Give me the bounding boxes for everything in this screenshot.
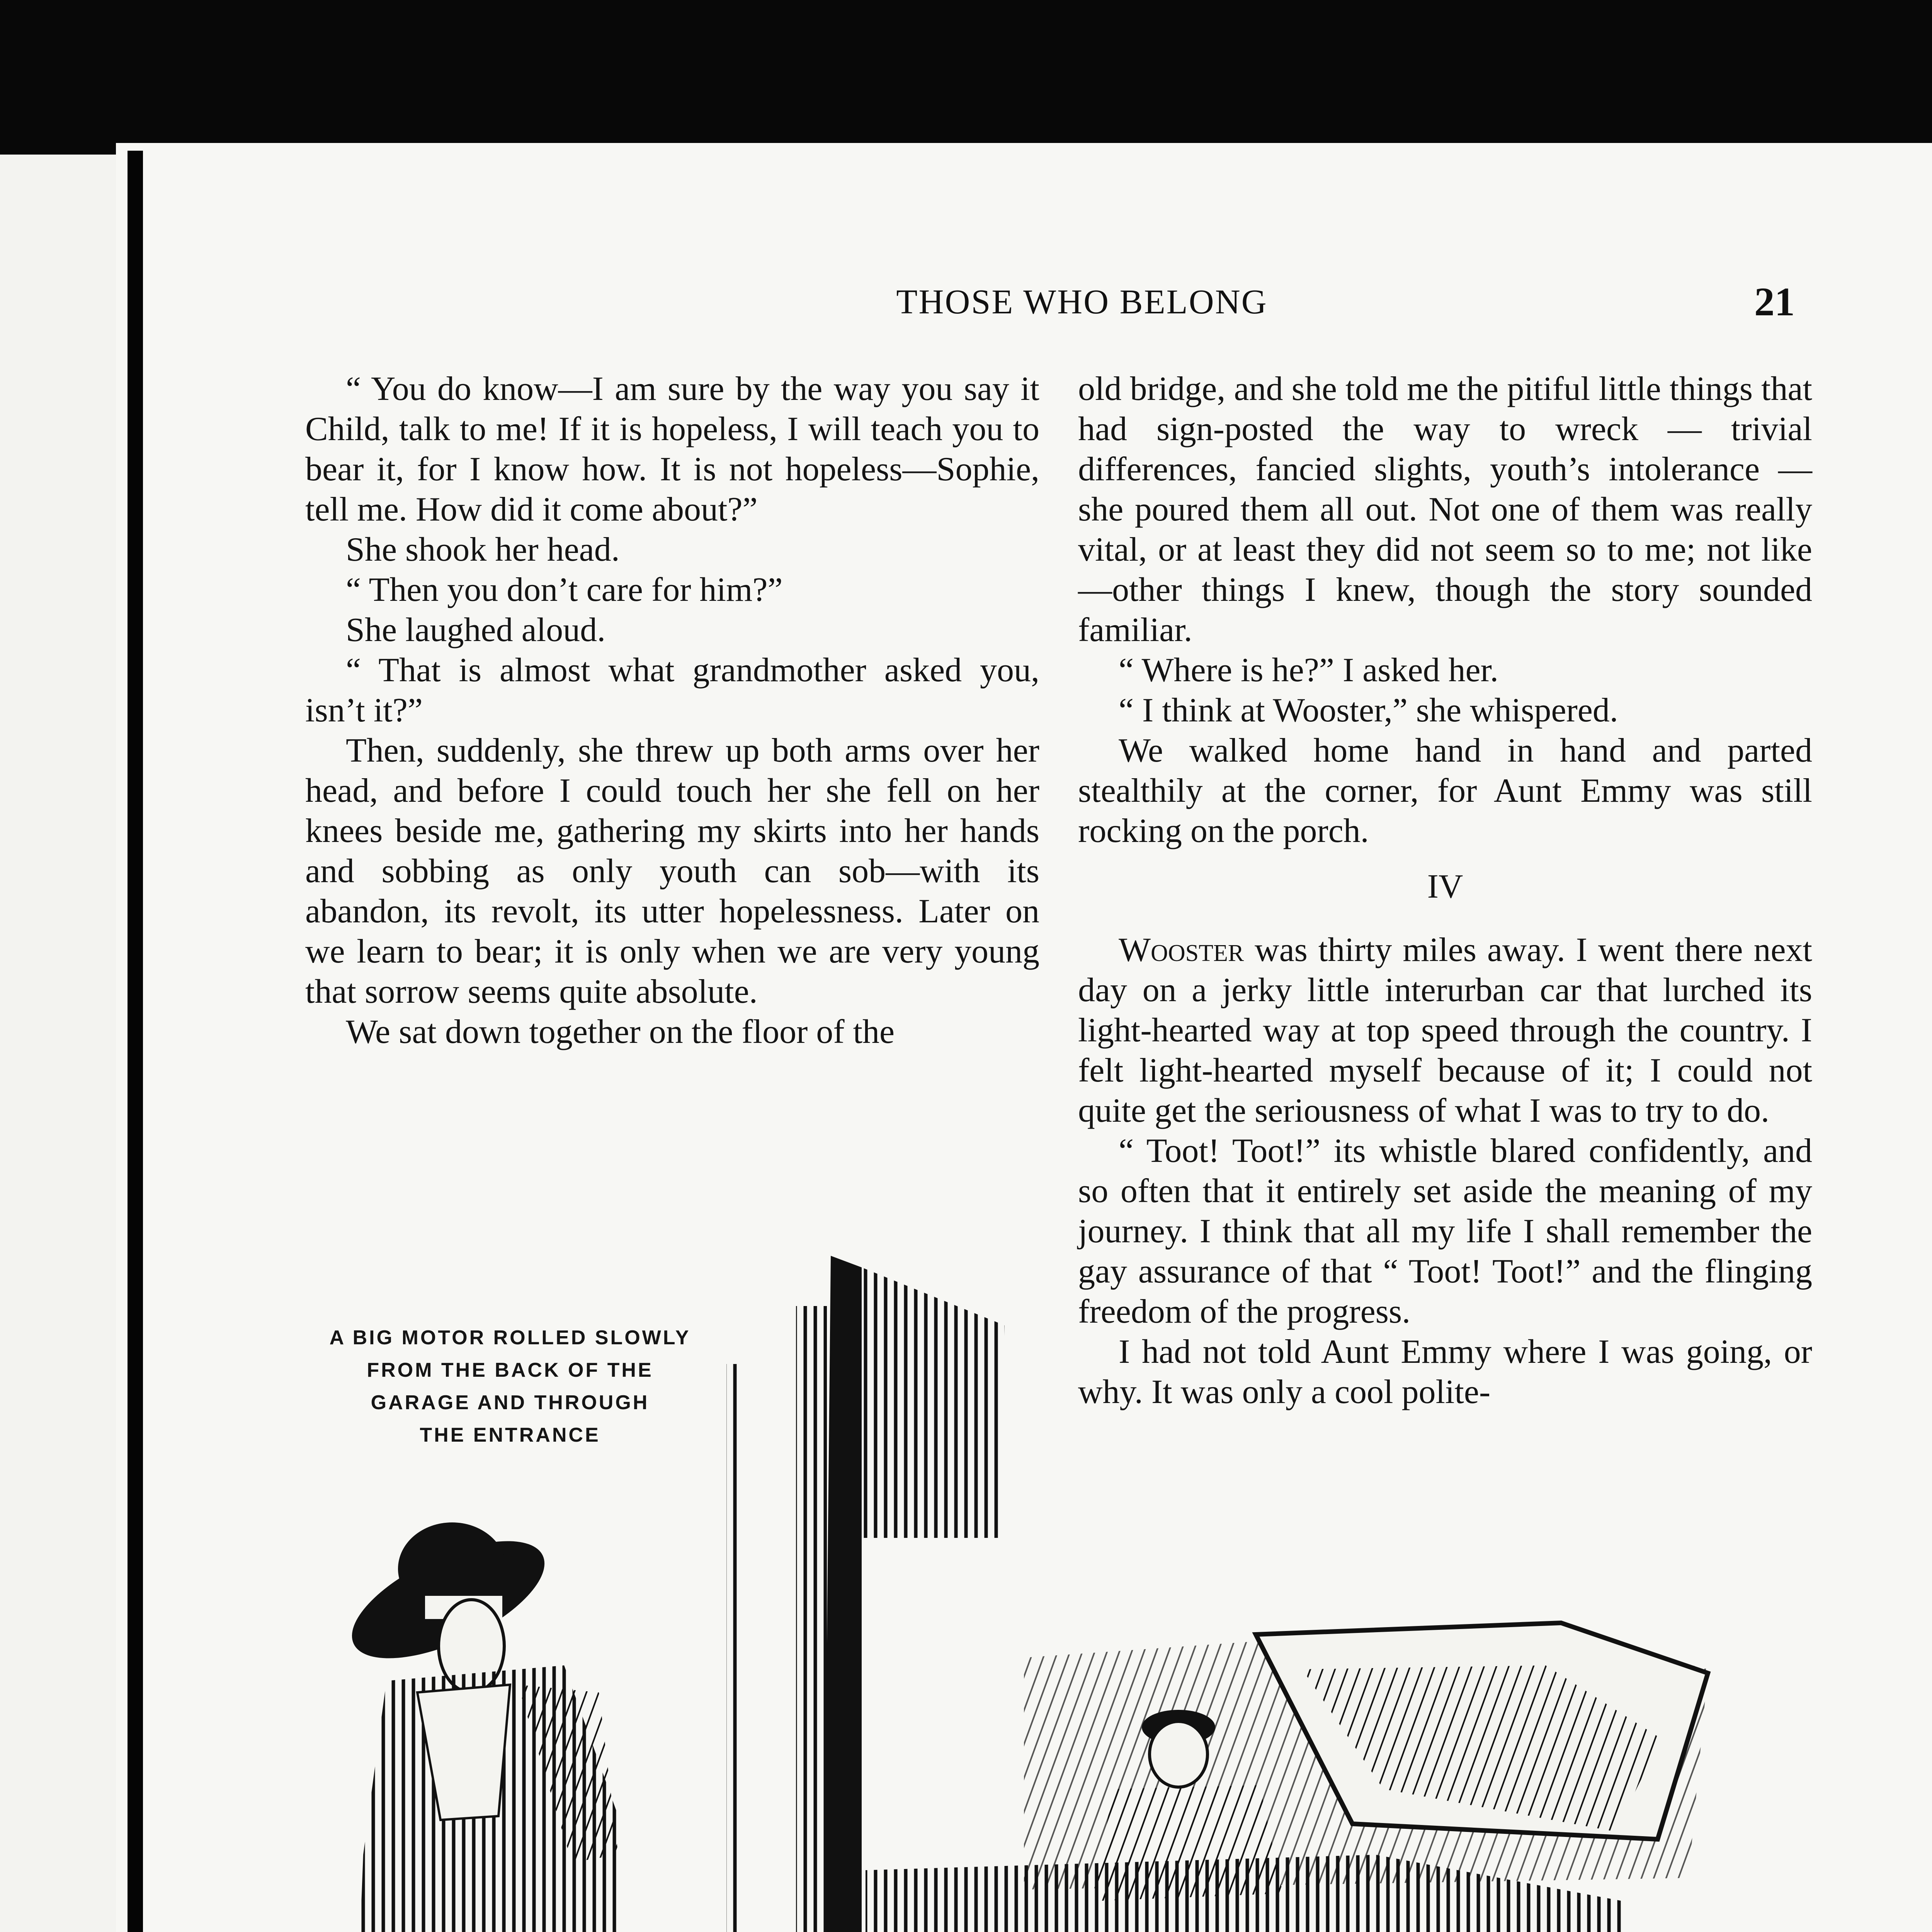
caption-line: FROM THE BACK OF THE [367,1359,653,1381]
paragraph: “ You do know—I am sure by the way you say it Child, talk to me! If it is hopeless, I will teach you to bear it, for I know how. It is not hopeless—Sophie, tell me. How did it come about?” [305,370,1039,528]
section-opening-paragraph [1078,930,1812,1131]
woman-figure-drawing [336,1517,657,1932]
caption-line: GARAGE AND THROUGH [371,1391,650,1414]
paragraph: I had not told Aunt Emmy where I was going, or why. It was only a cool polite- [1078,1333,1812,1411]
motor-car-drawing [866,1623,1708,1932]
caption-line: A BIG MOTOR ROLLED SLOWLY [329,1327,691,1349]
paragraph: “ I think at Wooster,” she whispered. [1119,692,1618,729]
garage-door-drawing [726,1256,1005,1932]
illustration-caption [294,1321,726,1451]
page-number: 21 [1754,279,1795,324]
paragraph: Then, suddenly, she threw up both arms over her head, and before I could touch her she fell on her knees beside me, gathering my skirts into her hands and sobbing as only youth can sob—with its abandon, its revolt, its utter hopelessness. Later on we learn to bear; it is only when we are very young that sorrow seems quite absolute. [305,732,1039,1010]
paragraph: We sat down together on the floor of the [346,1013,895,1051]
left-text-column [305,369,1039,1052]
section-opening-word: Wooster [1119,931,1244,969]
paragraph: “ That is almost what grandmother asked you, isn’t it?” [305,651,1039,729]
paragraph: We walked home hand in hand and parted stealthily at the corner, for Aunt Emmy was still rocking on the porch. [1078,732,1812,850]
paragraph: She shook her head. [346,531,620,568]
running-head: THOSE WHO BELONG [896,283,1268,321]
previous-page-edge [0,155,116,1932]
page-gutter [128,151,143,1932]
paragraph: “ Where is he?” I asked her. [1119,651,1498,689]
continued-paragraph: old bridge, and she told me the pitiful little things that had sign-posted the way to wreck — trivial differences, fancied slights, youth’s intolerance — she poured them all out. Not one of them was really vital, or at least they did not seem so to me; not like—other things I knew, though the story sounded familiar. [1078,370,1812,649]
scan-border-top [0,0,1932,155]
paragraph: “ Then you don’t care for him?” [346,571,783,609]
paragraph: “ Toot! Toot!” its whistle blared confidently, and so often that it entirely set aside the meaning of my journey. I think that all my life I shall remember the gay assurance of that “ Toot! Toot!” and the flinging freedom of the progress. [1078,1132,1812,1330]
paragraph: She laughed aloud. [346,611,606,649]
section-opening-text: was thirty miles away. I went there next day on a jerky little interurban car that lurched its light-hearted way at top speed through the country. I felt light-hearted myself because of it; I could not quite get the seriousness of what I was to try to do. [1078,931,1812,1129]
caption-line: THE ENTRANCE [420,1424,600,1446]
section-number: IV [1427,868,1463,905]
